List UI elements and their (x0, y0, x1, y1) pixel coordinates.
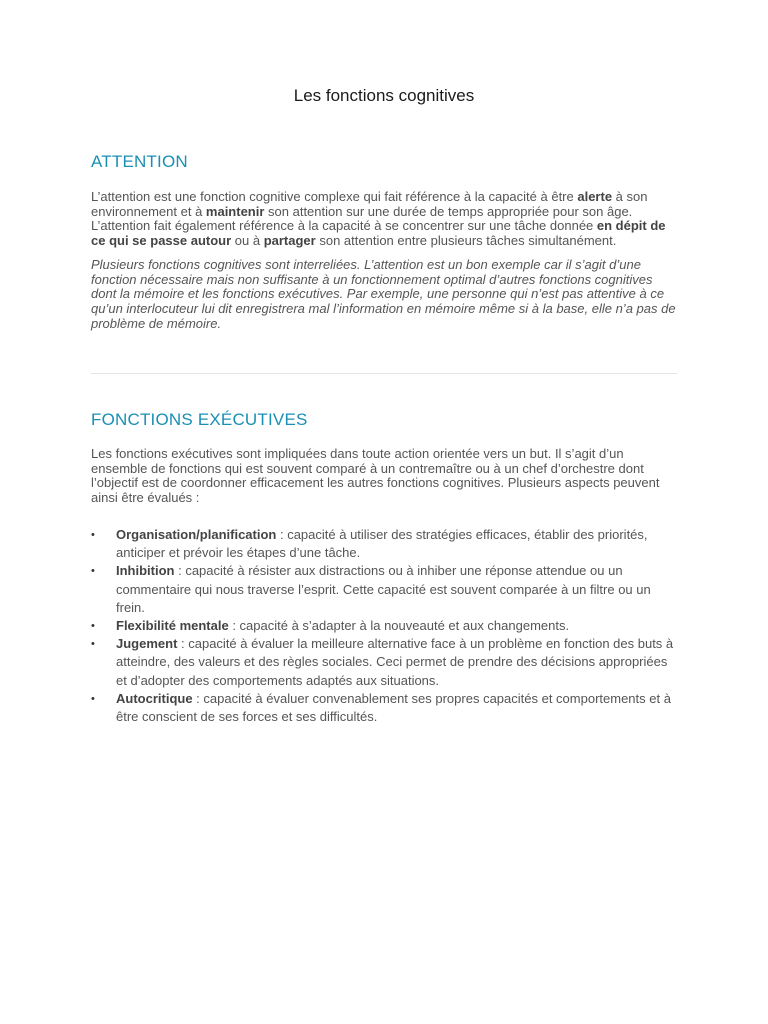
executive-aspects-list (91, 526, 677, 726)
list-item-description: : capacité à évaluer la meilleure alternative face à un problème en fonction des buts à atteindre, des valeurs et des règles sociales. Ceci permet de prendre des décisions appropriées et d’adopter des comportements adaptés aux situations. (116, 636, 674, 688)
list-item-term: Autocritique (116, 690, 193, 706)
section-heading-attention: ATTENTION (91, 152, 188, 171)
section-divider (91, 373, 677, 374)
bullet-icon: • (91, 638, 95, 651)
list-item-description: : capacité à utiliser des stratégies efficaces, établir des priorités, anticiper et prévoir les étapes d’une tâche. (116, 527, 648, 561)
attention-italic-paragraph: Plusieurs fonctions cognitives sont interreliées. L’attention est un bon exemple car il s’agit d’une fonction nécessaire mais non suffisante à un fonctionnement optimal d’autres fonctions cognitives dont la mémoire et les fonctions exécutives. Par exemple, une personne qui n’est pas attentive à ce qu’un interlocuteur lui dit enregistrera mal l’information en mémoire même si à la base, elle n’a pas de problème de mémoire. (91, 257, 676, 331)
list-item-term: Jugement (116, 636, 178, 652)
list-item-description: : capacité à résister aux distractions ou à inhiber une réponse attendue ou un commentaire qui nous traverse l’esprit. Cette capacité est souvent comparée à un filtre ou un frein. (116, 563, 651, 615)
list-item-description: : capacité à évaluer convenablement ses propres capacités et comportements et à être conscient de ses forces et ses difficultés. (116, 690, 671, 725)
list-item (91, 562, 677, 617)
bold-term: alerte (577, 189, 613, 204)
executive-intro-paragraph: Les fonctions exécutives sont impliquées dans toute action orientée vers un but. Il s’agit d’un ensemble de fonctions qui est souvent comparé à un contremaître ou à un chef d’orchestre dont l’objectif est de coordonner efficacement les autres fonctions cognitives. Plusieurs aspects peuvent ainsi être évalués : (91, 446, 660, 506)
list-item (91, 617, 677, 635)
list-item-term: Inhibition (116, 563, 175, 579)
text-run: son attention sur une durée de temps appropriée pour son âge. L’attention fait également référence à la capacité à se concentrer sur une tâche donnée (91, 203, 633, 234)
section-heading-executive-functions: FONCTIONS EXÉCUTIVES (91, 410, 308, 429)
text-run: à son environnement et à (91, 189, 648, 219)
list-item-term: Organisation/planification (116, 527, 277, 542)
bold-term: maintenir (205, 203, 265, 219)
list-item-description: : capacité à s’adapter à la nouveauté et aux changements. (228, 618, 570, 634)
bold-term: en dépit de ce qui se passe autour (91, 218, 666, 249)
text-run: L’attention est une fonction cognitive complexe qui fait référence à la capacité à être (91, 189, 578, 204)
list-item-term: Flexibilité mentale (116, 618, 229, 634)
bullet-icon: • (91, 692, 95, 705)
list-item (91, 690, 677, 726)
list-item (91, 635, 677, 690)
bullet-icon: • (91, 565, 95, 578)
bullet-icon: • (91, 529, 95, 541)
list-item (91, 526, 677, 562)
text-run: son attention entre plusieurs tâches simultanément. (315, 233, 617, 249)
attention-paragraph (91, 190, 677, 249)
document-title: Les fonctions cognitives (293, 86, 475, 105)
bold-term: partager (263, 233, 316, 249)
bullet-icon: • (91, 620, 95, 633)
text-run: ou à (231, 233, 264, 249)
